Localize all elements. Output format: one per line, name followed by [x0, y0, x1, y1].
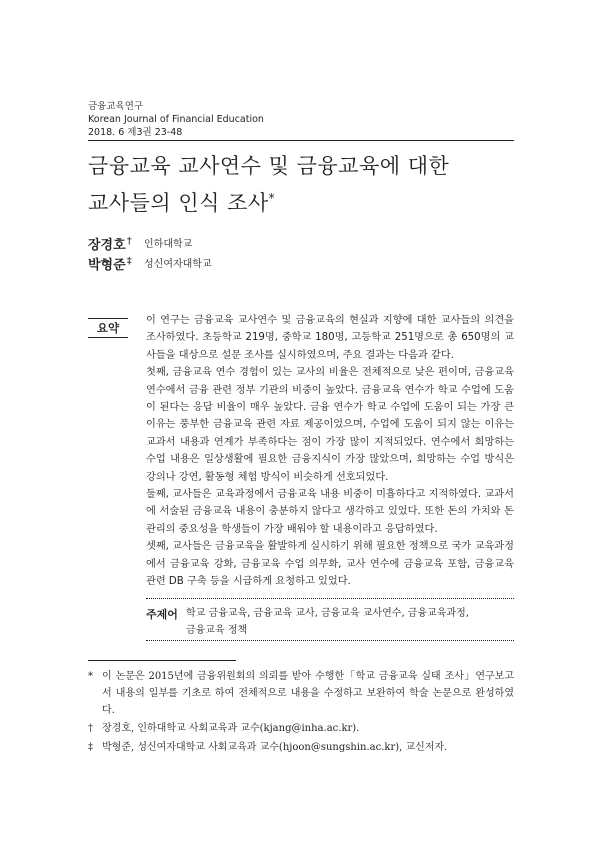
author-name: 장경호 [88, 238, 126, 253]
footnote-symbol: † [88, 723, 93, 734]
abstract-body [146, 312, 514, 591]
article-title [88, 150, 449, 219]
title-line-1: 금융교육 교사연수 및 금융교육에 대한 [88, 154, 450, 178]
keywords-text [186, 606, 506, 639]
journal-issue: 2018. 6 제3권 23-48 [88, 127, 183, 138]
footnote-text: 장경호, 인하대학교 사회교육과 교수(kjang@inha.ac.kr). [102, 723, 360, 734]
author-mark: ‡ [126, 255, 132, 267]
footnote-symbol: ‡ [88, 742, 93, 753]
footnote-1 [88, 668, 514, 719]
author-affiliation: 인하대학교 [144, 239, 193, 250]
footnote-3 [88, 739, 514, 756]
journal-header [88, 100, 264, 139]
header-rule [88, 140, 514, 141]
keywords-line-2: 금융교육 정책 [186, 624, 248, 636]
author-2 [88, 254, 212, 273]
keywords-top-divider [146, 598, 514, 599]
author-name: 박형준 [88, 258, 126, 273]
keywords-line-1: 학교 금융교육, 금융교육 교사, 금융교육 교사연수, 금융교육과정, [186, 608, 469, 619]
footnote-text: 이 논문은 2015년에 금융위원회의 의뢰를 받아 수행한「학교 금융교육 실태 조사」연구보고서 내용의 일부를 기초로 하여 전체적으로 내용을 수정하고 보완하여 학술 논문으로 완성하였다. [102, 671, 514, 716]
author-mark: † [126, 235, 132, 247]
author-affiliation: 성신여자대학교 [144, 259, 212, 270]
footnote-rule [88, 660, 236, 661]
journal-english-name: Korean Journal of Financial Education [88, 114, 264, 125]
abstract-label: 요약 [88, 318, 128, 338]
abstract-paragraph: 셋째, 교사들은 금융교육을 활발하게 실시하기 위해 필요한 정책으로 국가 교육과정에서 금융교육 강화, 금융교육 수업 의무화, 교사 연수에 금융교육 포함, 금융교육 관련 DB 구축 등을 시급하게 요청하고 있었다. [146, 541, 514, 588]
title-footnote-mark: * [268, 191, 276, 205]
keywords-label: 주제어 [146, 608, 178, 621]
abstract-paragraph: 첫째, 금융교육 연수 경험이 있는 교사의 비율은 전체적으로 낮은 편이며, 금융교육 연수에서 금융 관련 정부 기관의 비중이 높았다. 금융교육 연수가 학교 수업에 도움이 된다는 응답 비율이 매우 높았다. 금융 연수가 학교 수업에 도움이 되는 가장 큰 이유는 풍부한 금융교육 관련 자료 제공이었으며, 수업에 도움이 되지 않는 이유는 교과서 내용과 연계가 부족하다는 점이 가장 많이 지적되었다. 연수에서 희망하는 수업 내용은 일상생활에 필요한 금융지식이 가장 많았으며, 희망하는 수업 방식은 강의나 강연, 활동형 체험 방식이 비슷하게 선호되었다. [146, 367, 514, 483]
footnote-text: 박형준, 성신여자대학교 사회교육과 교수(hjoon@sungshin.ac.kr), 교신저자. [102, 742, 448, 753]
author-1 [88, 234, 193, 253]
footnote-2 [88, 720, 514, 737]
keywords-bottom-divider [146, 640, 514, 641]
abstract-paragraph: 이 연구는 금융교육 교사연수 및 금융교육의 현실과 지향에 대한 교사들의 의견을 조사하였다. 초등학교 219명, 중학교 180명, 고등학교 251명으로 총 650명의 교사들을 대상으로 설문 조사를 실시하였으며, 주요 결과는 다음과 같다. [146, 315, 514, 361]
abstract-paragraph: 둘째, 교사들은 교육과정에서 금융교육 내용 비중이 미흡하다고 지적하였다. 교과서에 서술된 금융교육 내용이 충분하지 않다고 생각하고 있었다. 또한 돈의 가치와 돈 관리의 중요성을 학생들이 가장 배워야 할 내용이라고 응답하였다. [146, 489, 514, 535]
journal-korean-name: 금융교육연구 [88, 101, 144, 112]
title-line-2: 교사들의 인식 조사* [88, 191, 276, 215]
footnote-symbol: * [88, 671, 93, 682]
